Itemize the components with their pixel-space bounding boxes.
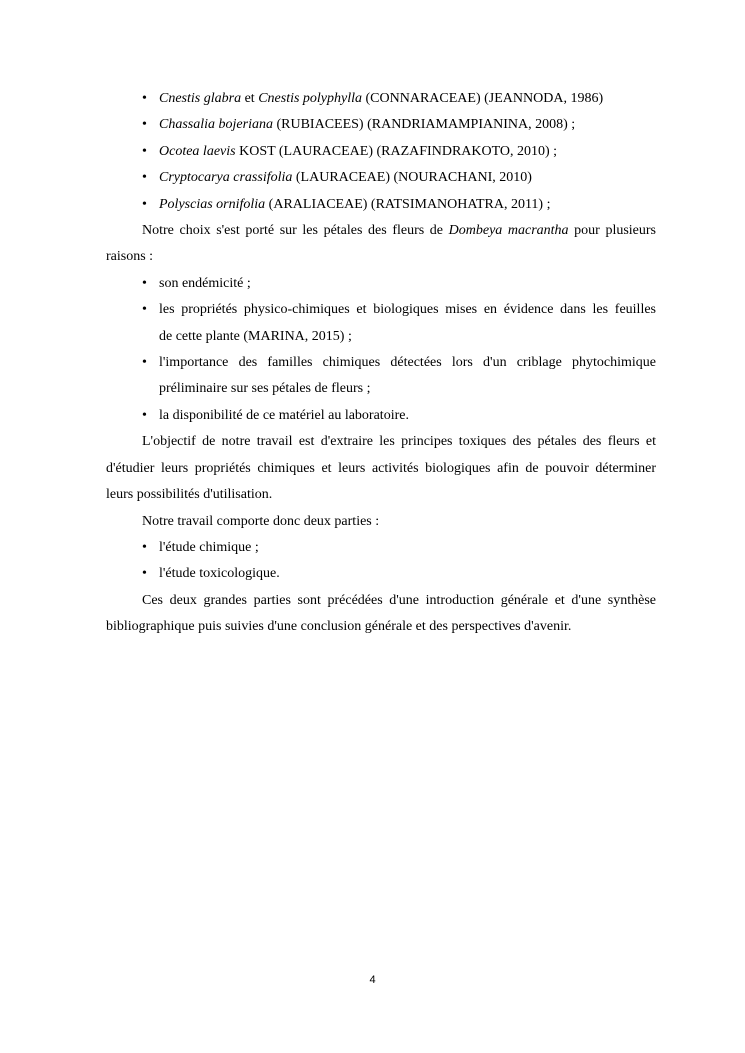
citation: KOST (LAURACEAE) (RAZAFINDRAKOTO, 2010) ; bbox=[235, 143, 558, 159]
paragraph-line: Notre choix s'est porté sur les pétales des fleurs de Dombeya macrantha pour plusieurs bbox=[142, 223, 656, 239]
list-item bbox=[106, 192, 656, 218]
paragraph-line: L'objectif de notre travail est d'extraire les principes toxiques des pétales des fleurs et bbox=[142, 434, 656, 450]
list-item: • Cnestis glabra et Cnestis polyphylla (CONNARACEAE) (JEANNODA, 1986) bbox=[106, 86, 656, 112]
bullet: • bbox=[142, 302, 147, 318]
list-item bbox=[106, 165, 656, 191]
paragraph-line: Ces deux grandes parties sont précédées d'une introduction générale et d'une synthèse bbox=[142, 592, 656, 608]
bullet: • bbox=[142, 275, 147, 291]
species-name: Cnestis polyphylla bbox=[258, 91, 363, 106]
bullet: • bbox=[142, 143, 147, 159]
paragraph-line: Notre travail comporte donc deux parties : bbox=[142, 513, 380, 529]
species-name: Chassalia bojeriana bbox=[159, 117, 273, 133]
species-name: Cnestis glabra bbox=[159, 91, 242, 106]
bullet: • bbox=[142, 566, 147, 582]
paragraph-line: d'étudier leurs propriétés chimiques et leurs activités biologiques afin de pouvoir déterminer bbox=[106, 460, 656, 476]
paragraph-line: leurs possibilités d'utilisation. bbox=[106, 487, 273, 503]
citation: (ARALIACEAE) (RATSIMANOHATRA, 2011) ; bbox=[265, 196, 551, 212]
list-item: • les propriétés physico-chimiques et biologiques mises en évidence dans les feuilles de cette plante (MARINA, 2015) ; bbox=[106, 297, 656, 350]
bullet: • bbox=[142, 91, 147, 106]
paragraph-line: raisons : bbox=[106, 249, 154, 265]
list-item bbox=[106, 139, 656, 165]
species-name: Ocotea laevis bbox=[159, 143, 236, 159]
citation: (LAURACEAE) (NOURACHANI, 2010) bbox=[292, 170, 532, 186]
citation: (CONNARACEAE) (JEANNODA, 1986) bbox=[362, 91, 604, 106]
species-name: Cryptocarya crassifolia bbox=[159, 170, 293, 186]
list-item: • son endémicité ; bbox=[106, 271, 656, 297]
bullet: • bbox=[142, 539, 147, 555]
bullet: • bbox=[142, 355, 147, 371]
document-body bbox=[106, 86, 656, 641]
paragraph-line: bibliographique puis suivies d'une conclusion générale et des perspectives d'avenir. bbox=[106, 619, 572, 635]
list-item: • l'étude toxicologique. bbox=[106, 561, 656, 587]
bullet: • bbox=[142, 117, 147, 133]
list-item: • la disponibilité de ce matériel au laboratoire. bbox=[106, 403, 656, 429]
species-name: Dombeya macrantha bbox=[448, 223, 569, 239]
list-item: • l'importance des familles chimiques détectées lors d'un criblage phytochimique préliminaire sur ses pétales de fleurs ; bbox=[106, 350, 656, 403]
species-name: Polyscias ornifolia bbox=[159, 196, 266, 212]
list-item bbox=[106, 112, 656, 138]
bullet: • bbox=[142, 170, 147, 186]
bullet: • bbox=[142, 196, 147, 212]
list-item: • l'étude chimique ; bbox=[106, 535, 656, 561]
citation: (RUBIACEES) (RANDRIAMAMPIANINA, 2008) ; bbox=[272, 117, 576, 133]
bullet: • bbox=[142, 407, 147, 423]
page-number: 4 bbox=[369, 974, 376, 986]
